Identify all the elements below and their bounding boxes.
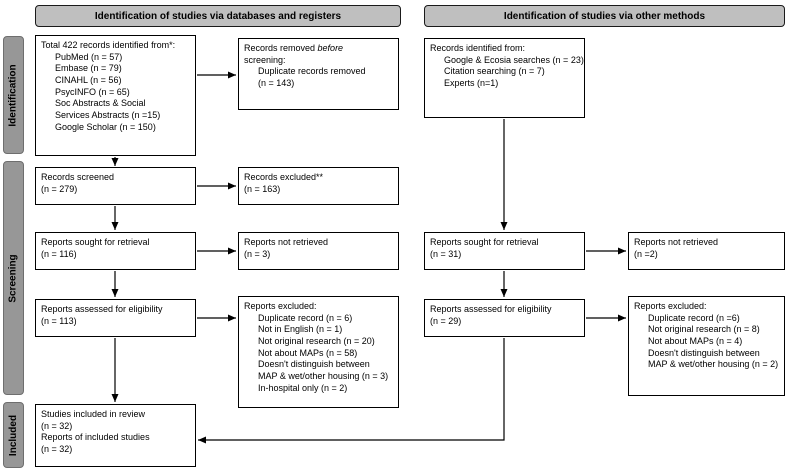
box-label: Records screened bbox=[41, 172, 115, 182]
stage-included bbox=[3, 402, 24, 468]
source-item: Experts (n=1) bbox=[444, 78, 499, 89]
box-count: (n =2) bbox=[634, 248, 658, 259]
box-label: Reports assessed for eligibility bbox=[41, 304, 163, 314]
exclusion-list bbox=[244, 313, 395, 395]
stage-included-label: Included bbox=[8, 414, 19, 456]
source-item: Embase (n = 79) bbox=[55, 63, 122, 74]
box-reports-sought bbox=[35, 232, 196, 270]
header-other-methods-label: Identification of studies via other methods bbox=[503, 10, 706, 22]
removed-title-italic: before bbox=[317, 43, 344, 53]
box-reports-not-retrieved bbox=[238, 232, 399, 270]
exclusion-item: MAP & wet/other housing (n = 2) bbox=[648, 359, 779, 370]
source-item: Soc Abstracts & Social bbox=[55, 98, 146, 109]
source-item: Services Abstracts (n =15) bbox=[55, 110, 161, 121]
box-reports-excluded bbox=[238, 296, 399, 408]
box-count: (n = 116) bbox=[41, 248, 77, 259]
box-count: (n = 32) bbox=[41, 444, 73, 455]
removed-title-prefix: Records removed bbox=[244, 43, 316, 53]
box-title bbox=[244, 43, 395, 55]
header-databases-registers bbox=[35, 5, 401, 27]
box-other-records-identified bbox=[424, 38, 585, 118]
box-other-reports-excluded bbox=[628, 296, 785, 396]
exclusion-item: Not in English (n = 1) bbox=[258, 324, 343, 335]
exclusion-list bbox=[634, 313, 781, 371]
box-label: Studies included in review bbox=[41, 409, 146, 419]
exclusion-item: Not about MAPs (n = 4) bbox=[648, 336, 743, 347]
box-studies-included bbox=[35, 404, 196, 467]
exclusion-item: Not about MAPs (n = 58) bbox=[258, 347, 358, 358]
box-label: Reports sought for retrieval bbox=[41, 237, 150, 247]
box-other-reports-assessed bbox=[424, 299, 585, 337]
exclusion-item: MAP & wet/other housing (n = 3) bbox=[258, 371, 389, 382]
box-label: Reports sought for retrieval bbox=[430, 237, 539, 247]
stage-identification-label: Identification bbox=[8, 63, 20, 127]
box-count: (n = 279) bbox=[41, 183, 78, 194]
box-title: Records identified from: bbox=[430, 43, 526, 53]
source-item: PubMed (n = 57) bbox=[55, 51, 123, 62]
box-title: Reports excluded: bbox=[244, 301, 317, 311]
source-list bbox=[41, 52, 192, 134]
box-label: Reports assessed for eligibility bbox=[430, 304, 552, 314]
box-label: Reports of included studies bbox=[41, 432, 150, 443]
box-count: (n = 3) bbox=[244, 248, 271, 259]
exclusion-item: Duplicate record (n =6) bbox=[648, 312, 740, 323]
stage-identification bbox=[3, 36, 24, 154]
box-records-excluded bbox=[238, 167, 399, 205]
box-title: Reports excluded: bbox=[634, 301, 707, 311]
header-other-methods bbox=[424, 5, 785, 27]
exclusion-item: Not original research (n = 20) bbox=[258, 336, 375, 347]
box-title: screening: bbox=[244, 54, 286, 65]
stage-screening bbox=[3, 161, 24, 395]
exclusion-item: In-hospital only (n = 2) bbox=[258, 382, 348, 393]
header-databases-label: Identification of studies via databases and registers bbox=[94, 10, 342, 22]
removed-item: Duplicate records removed bbox=[258, 66, 366, 77]
source-item: Citation searching (n = 7) bbox=[444, 66, 545, 77]
box-reports-assessed bbox=[35, 299, 196, 337]
source-item: Google & Ecosia searches (n = 23) bbox=[444, 54, 584, 65]
box-label: Records excluded** bbox=[244, 172, 324, 182]
box-records-screened bbox=[35, 167, 196, 205]
box-db-records-identified bbox=[35, 35, 196, 156]
box-count: (n = 32) bbox=[41, 420, 73, 431]
source-item: PsycINFO (n = 65) bbox=[55, 86, 130, 97]
box-other-reports-sought bbox=[424, 232, 585, 270]
box-other-reports-not-retrieved bbox=[628, 232, 785, 270]
box-count: (n = 163) bbox=[244, 183, 281, 194]
removed-list bbox=[244, 66, 395, 89]
stage-screening-label: Screening bbox=[8, 253, 20, 303]
exclusion-item: Doesn't distinguish between bbox=[258, 359, 370, 370]
box-title: Total 422 records identified from*: bbox=[41, 40, 176, 50]
source-item: CINAHL (n = 56) bbox=[55, 75, 122, 86]
box-count: (n = 113) bbox=[41, 315, 77, 326]
exclusion-item: Doesn't distinguish between bbox=[648, 347, 760, 358]
box-label: Reports not retrieved bbox=[634, 237, 719, 247]
source-list bbox=[430, 54, 584, 90]
removed-item: (n = 143) bbox=[258, 78, 295, 89]
box-records-removed bbox=[238, 38, 399, 110]
box-label: Reports not retrieved bbox=[244, 237, 329, 247]
box-count: (n = 29) bbox=[430, 315, 462, 326]
exclusion-item: Duplicate record (n = 6) bbox=[258, 312, 353, 323]
box-count: (n = 31) bbox=[430, 248, 462, 259]
source-item: Google Scholar (n = 150) bbox=[55, 121, 156, 132]
exclusion-item: Not original research (n = 8) bbox=[648, 324, 760, 335]
